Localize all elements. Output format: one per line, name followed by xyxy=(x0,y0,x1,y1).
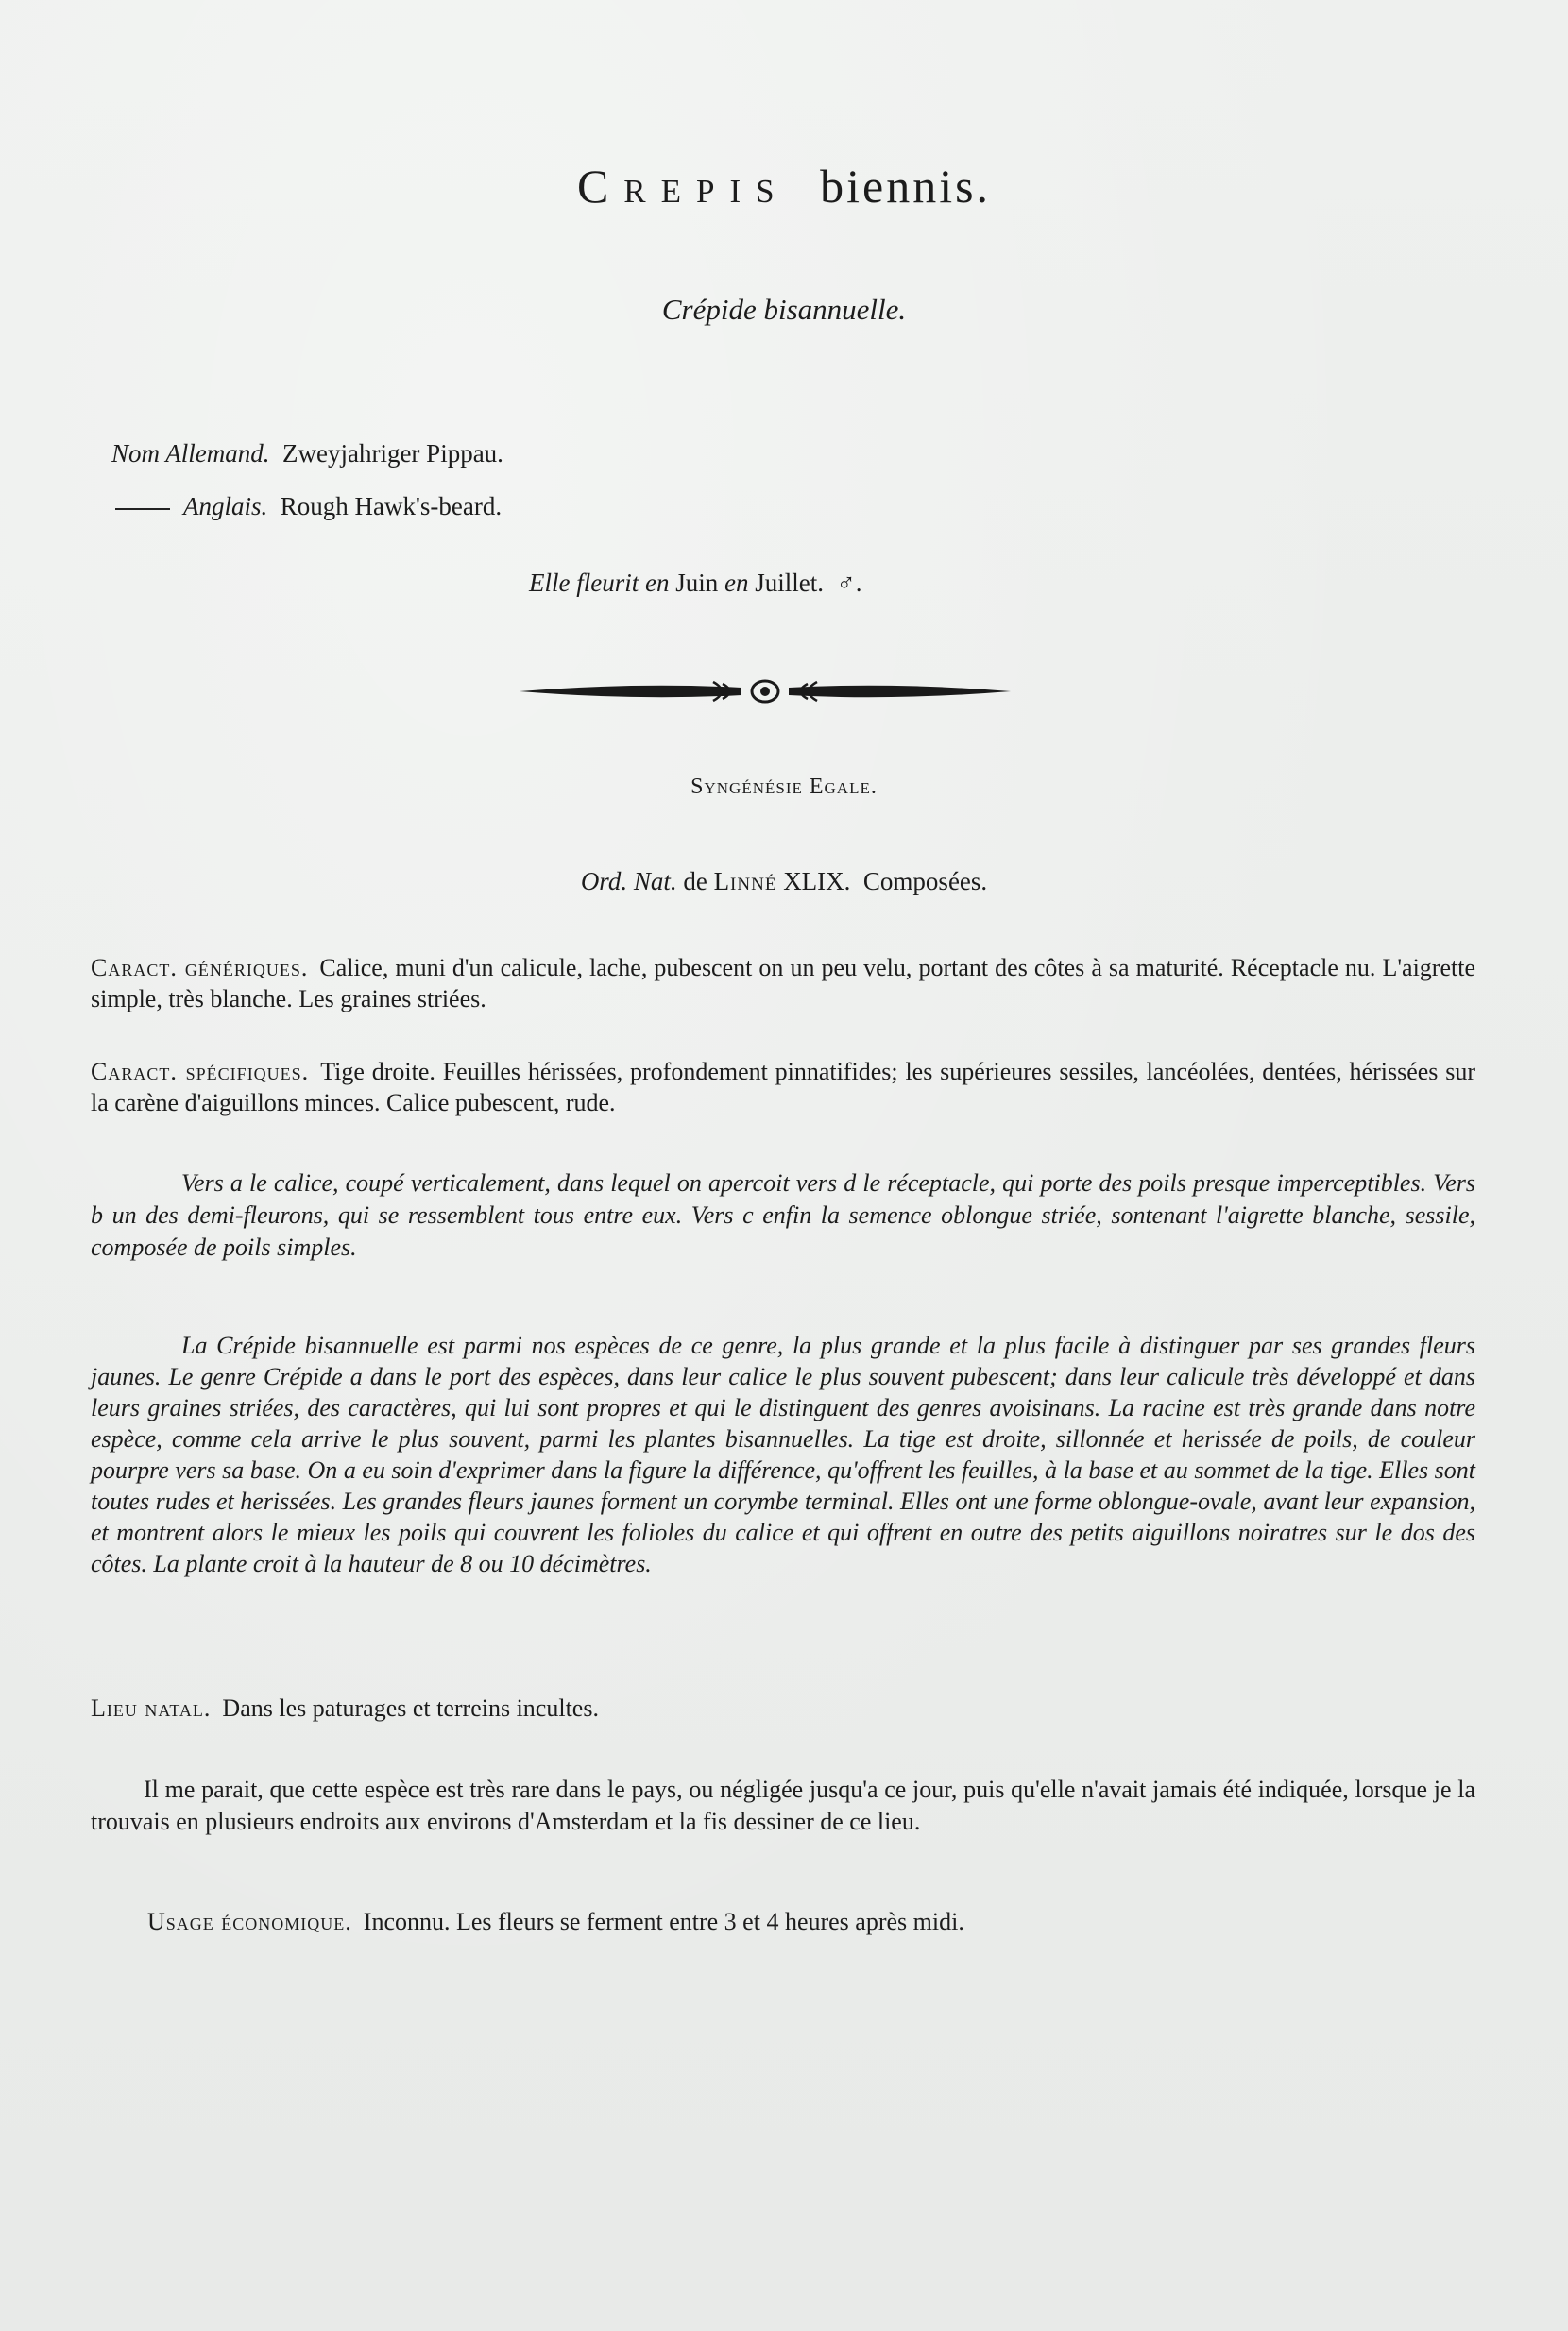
usage-text: Inconnu. Les fleurs se ferment entre 3 et 4 heures après midi. xyxy=(363,1908,964,1935)
order-prefix: Ord. Nat. xyxy=(580,867,677,895)
english-name-row xyxy=(111,480,503,533)
species-name: biennis. xyxy=(820,160,992,213)
order-author: Linné xyxy=(713,867,777,895)
flowering-en: en xyxy=(644,569,670,597)
order-number: XLIX. xyxy=(783,867,851,895)
economic-usage xyxy=(91,1906,1475,1937)
ditto-dash xyxy=(115,508,170,510)
flowering-en-2: en xyxy=(724,569,749,597)
usage-label: Usage économique. xyxy=(147,1908,352,1935)
flowering-month-2: Juillet. xyxy=(755,569,824,597)
english-name: Rough Hawk's-beard. xyxy=(280,492,503,520)
ornament-divider-icon xyxy=(515,672,1015,710)
linnaean-class: Syngénésie Egale. xyxy=(690,774,878,799)
biennial-symbol: ♂. xyxy=(836,569,862,597)
order-family: Composées. xyxy=(862,867,988,895)
habitat xyxy=(91,1693,1475,1724)
french-name: Crépide bisannuelle. xyxy=(661,293,907,326)
flowering-month-1: Juin xyxy=(675,569,719,597)
common-names xyxy=(111,427,503,533)
page-title xyxy=(0,159,1568,213)
specific-characters xyxy=(91,1056,1475,1118)
specific-label: Caract. spécifiques. xyxy=(91,1058,310,1085)
german-name-row xyxy=(111,427,503,480)
observation-note: Il me parait, que cette espèce est très rare dans le pays, ou négligée jusqu'a ce jour, puis qu'elle n'avait jamais été indiquée, lorsque je la trouvais en plusieurs endroits aux environs d'Amsterdam et la fis dessiner de ce lieu. xyxy=(91,1776,1475,1835)
german-label: Nom Allemand. xyxy=(111,439,270,468)
order-de: de xyxy=(683,867,707,895)
description-paragraph: La Crépide bisannuelle est parmi nos espèces de ce genre, la plus grande et la plus facile à distinguer par ses grandes fleurs jaunes. Le genre Crépide a dans le port des espèces, dans leur calice le plus souvent pubescent; dans leur calicule très développé et dans leurs graines striées, des caractères, qui lui sont propres et qui le distinguent des genres avoisinans. La racine est très grande dans notre espèce, comme cela arrive le plus souvent, parmi les plantes bisannuelles. La tige est droite, sillonnée et herissée de poils, de couleur pourpre vers sa base. On a eu soin d'exprimer dans la figure la différence, qu'offrent les feuilles, à la base et au sommet de la tige. Elles sont toutes rudes et herissées. Les grandes fleurs jaunes forment un corymbe terminal. Elles ont une forme oblongue-ovale, avant leur expansion, et montrent alors le mieux les poils qui couvrent les folioles du calice et qui offrent en outre des petits aiguillons noiratres sur le dos des côtes. La plante croit à la hauteur de 8 ou 10 décimètres. xyxy=(91,1332,1475,1577)
natural-order xyxy=(0,867,1568,896)
habitat-label: Lieu natal. xyxy=(91,1694,212,1722)
flowering-lead: Elle fleurit xyxy=(529,569,639,597)
genus-name: Crepis xyxy=(576,160,790,213)
figure-explanation: Vers a le calice, coupé verticalement, dans lequel on apercoit vers d le réceptacle, qui porte des poils presque imperceptibles. Vers b un des demi-fleurons, qui se ressemblent tous entre eux. Vers c enfin la semence oblongue striée, sontenant l'aigrette blanche, sessile, composée de poils simples. xyxy=(91,1169,1475,1261)
specific-text: Tige droite. Feuilles hérissées, profondement pinnatifides; les supérieures sessiles, lancéolées, dentées, hérissées sur la carène d'aiguillons minces. Calice pubescent, rude. xyxy=(91,1058,1475,1116)
generic-text: Calice, muni d'un calicule, lache, pubescent on un peu velu, portant des côtes à sa maturité. Réceptacle nu. L'aigrette simple, très blanche. Les graines striées. xyxy=(91,954,1475,1012)
english-label: Anglais. xyxy=(183,492,268,520)
habitat-text: Dans les paturages et terreins incultes. xyxy=(222,1694,599,1722)
generic-characters xyxy=(91,952,1475,1014)
generic-label: Caract. génériques. xyxy=(91,954,309,981)
flowering-line xyxy=(529,569,861,598)
german-name: Zweyjahriger Pippau. xyxy=(282,439,503,468)
